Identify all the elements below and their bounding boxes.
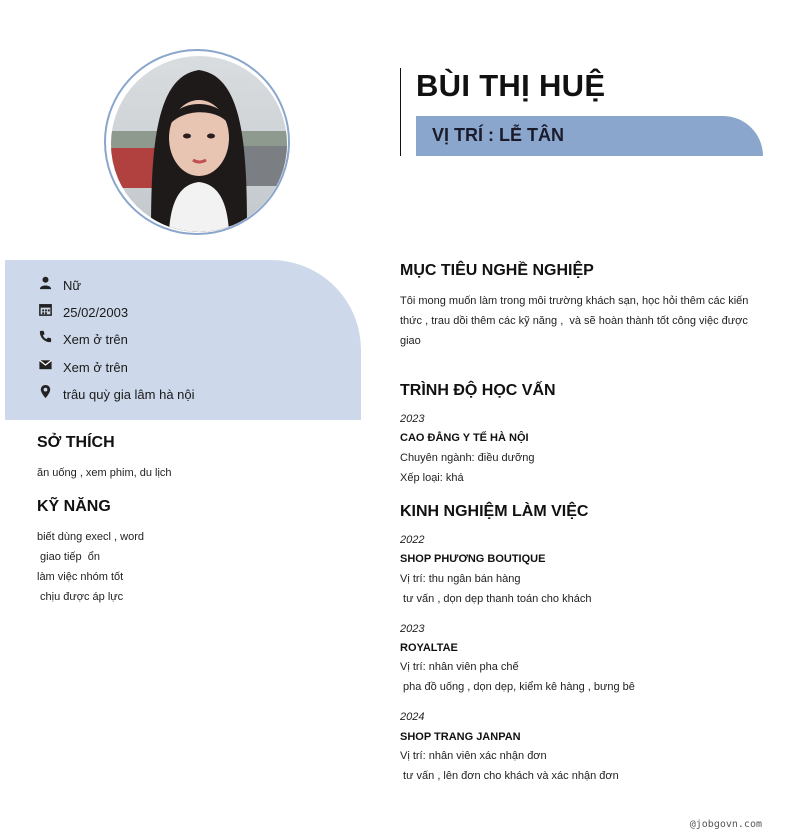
location-pin-icon	[38, 384, 53, 404]
skill-item: chịu được áp lực	[37, 591, 124, 603]
education-major: Chuyên ngành: điều dưỡng	[400, 452, 535, 464]
job-description: tư vấn , lên đơn cho khách và xác nhận đơn	[400, 770, 619, 782]
phone-icon	[38, 329, 53, 349]
address-value: trâu quỳ gia lâm hà nội	[63, 386, 195, 402]
job-company: SHOP TRANG JANPAN	[400, 731, 521, 743]
objective-line: Tôi mong muốn làm trong môi trường khách sạn, học hỏi thêm các kiến	[400, 295, 749, 307]
hobbies-title: SỞ THÍCH	[37, 434, 115, 451]
watermark: @jobgovn.com	[689, 819, 762, 830]
job-role: Vị trí: thu ngân bán hàng	[400, 573, 521, 585]
person-icon	[38, 275, 53, 295]
education-school: CAO ĐẲNG Y TẾ HÀ NỘI	[400, 432, 529, 444]
skills-title: KỸ NĂNG	[37, 498, 111, 515]
job-description: pha đồ uống , dọn dẹp, kiểm kê hàng , bưng bê	[400, 681, 635, 693]
skill-item: giao tiếp ổn	[37, 551, 100, 563]
contact-address	[38, 384, 195, 404]
email-value: Xem ở trên	[63, 359, 128, 375]
education-title: TRÌNH ĐỘ HỌC VẤN	[400, 382, 556, 399]
job-year: 2023	[400, 623, 425, 635]
name-divider	[400, 68, 401, 156]
job-company: ROYALTAE	[400, 642, 458, 654]
skill-item: làm việc nhóm tốt	[37, 571, 124, 583]
phone-value: Xem ở trên	[63, 331, 128, 347]
job-role: Vị trí: nhân viên pha chế	[400, 661, 519, 673]
job-year: 2022	[400, 534, 425, 546]
contact-birthdate	[38, 302, 128, 322]
contact-email	[38, 357, 128, 377]
avatar	[111, 56, 287, 232]
education-rank: Xếp loại: khá	[400, 472, 464, 484]
contact-gender	[38, 275, 81, 295]
job-company: SHOP PHƯƠNG BOUTIQUE	[400, 553, 546, 565]
gender-value: Nữ	[63, 277, 82, 293]
experience-title: KINH NGHIỆM LÀM VIỆC	[400, 503, 589, 520]
mail-icon	[38, 357, 53, 377]
candidate-name: BÙI THỊ HUỆ	[416, 68, 606, 103]
position-title: VỊ TRÍ : LỄ TÂN	[432, 125, 564, 145]
job-description: tư vấn , dọn dẹp thanh toán cho khách	[400, 593, 592, 605]
contact-phone	[38, 329, 128, 349]
objective-line: giao	[400, 335, 421, 347]
objective-title: MỤC TIÊU NGHỀ NGHIỆP	[400, 262, 594, 279]
hobbies-text: ăn uống , xem phim, du lịch	[37, 467, 172, 479]
skill-item: biết dùng execl , word	[37, 531, 145, 543]
job-role: Vị trí: nhân viên xác nhận đơn	[400, 750, 547, 762]
education-year: 2023	[400, 413, 425, 425]
job-year: 2024	[400, 711, 425, 723]
calendar-icon	[38, 302, 53, 322]
objective-line: thức , trau dồi thêm các kỹ năng , và sẽ hoàn thành tốt công việc được	[400, 315, 748, 327]
birthdate-value: 25/02/2003	[63, 304, 129, 320]
